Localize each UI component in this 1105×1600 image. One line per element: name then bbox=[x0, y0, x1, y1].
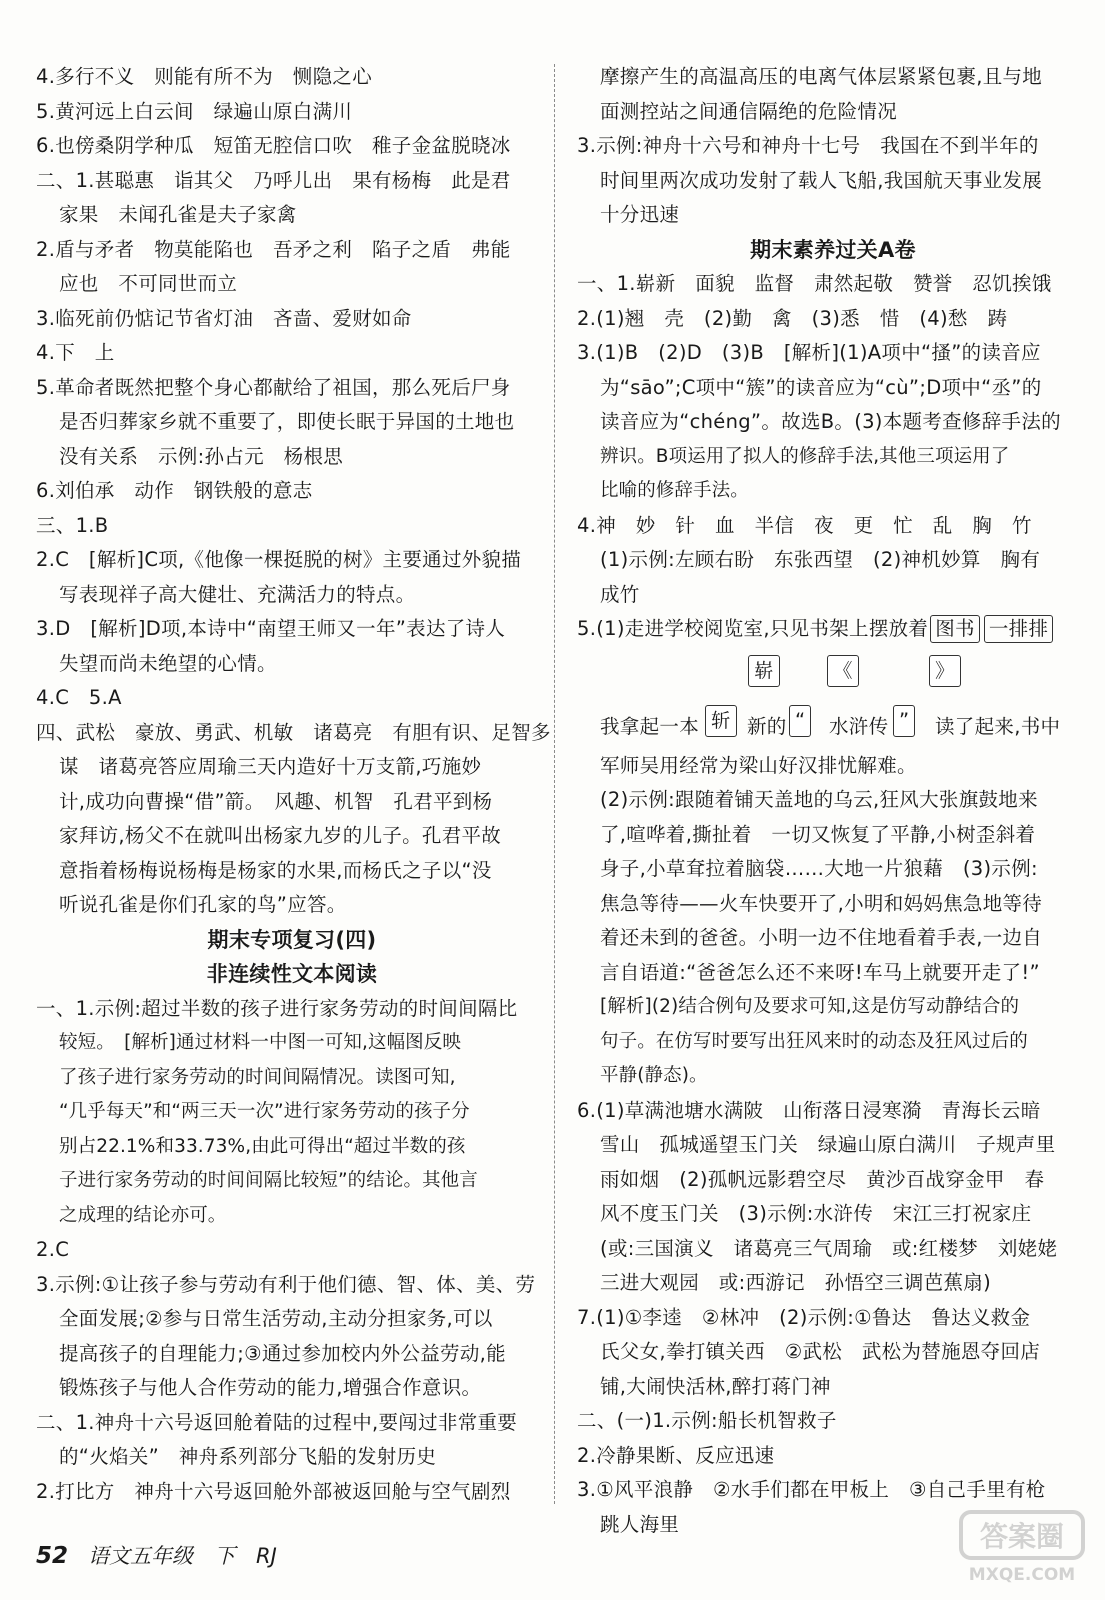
text-line: 是否归葬家乡就不重要了，即使长眠于异国的土地也 bbox=[59, 410, 515, 433]
text-line: 2.打比方 神舟十六号返回舱外部被返回舱与空气剧烈 bbox=[36, 1479, 511, 1503]
correction-box: ” bbox=[893, 705, 915, 737]
text-line: 2.盾与矛者 物莫能陷也 吾矛之利 陷子之盾 弗能 bbox=[36, 237, 511, 261]
text-line: 7.(1)①李逵 ②林冲 (2)示例:①鲁达 鲁达义救金 bbox=[577, 1305, 1031, 1329]
text-span: 水浒传 bbox=[829, 715, 889, 738]
text-line: 没有关系 示例:孙占元 杨根思 bbox=[59, 444, 344, 468]
correction-box: 崭 bbox=[748, 655, 780, 687]
text-span: 新的 bbox=[747, 715, 787, 738]
text-line: 平静(静态)。 bbox=[600, 1065, 708, 1086]
watermark-url: MXQE.COM bbox=[968, 1565, 1076, 1585]
text-line: 家果 未闻孔雀是夫子家禽 bbox=[59, 203, 297, 226]
text-line: “几乎每天”和“两三天一次”进行家务劳动的孩子分 bbox=[59, 1101, 470, 1122]
text-line: 二、1.神舟十六号返回舱着陆的过程中,要闯过非常重要 bbox=[36, 1410, 518, 1434]
text-line: 读音应为“chéng”。故选B。(3)本题考查修辞手法的 bbox=[600, 410, 1061, 433]
text-line: 谋 诸葛亮答应周瑜三天内造好十万支箭,巧施妙 bbox=[59, 755, 482, 778]
column-divider bbox=[554, 64, 555, 1504]
text-line: 之成理的结论亦可。 bbox=[59, 1204, 227, 1226]
text-line: 3.D [解析]D项,本诗中“南望王师又一年”表达了诗人 bbox=[36, 617, 506, 640]
text-line: 雨如烟 (2)孤帆远影碧空尽 黄沙百战穿金甲 春 bbox=[600, 1167, 1045, 1191]
answer-box: 一排排 bbox=[984, 615, 1053, 643]
text-line: 2.C [解析]C项,《他像一棵挺脱的树》主要通过外貌描 bbox=[36, 548, 522, 571]
correction-box: “ bbox=[789, 705, 811, 737]
text-line bbox=[577, 612, 1089, 647]
text-line: 风不度玉门关 (3)示例:水浒传 宋江三打祝家庄 bbox=[600, 1202, 1032, 1225]
text-line: 6.(1)草满池塘水满陂 山衔落日浸寒漪 青海长云暗 bbox=[577, 1098, 1041, 1122]
text-line: 着还未到的爸爸。小明一边不住地看着手表,一边自 bbox=[600, 926, 1043, 949]
correction-box: 《 bbox=[827, 655, 859, 687]
text-line: 二、(一)1.示例:船长机智救子 bbox=[577, 1409, 837, 1432]
text-span: 5.(1)走进学校阅览室,只见书架上摆放着 bbox=[577, 617, 929, 640]
text-line: 家拜访,杨父不在就叫出杨家九岁的儿子。孔君平故 bbox=[59, 824, 502, 847]
text-line: 句子。在仿写时要写出狂风来时的动态及狂风过后的 bbox=[600, 1030, 1028, 1052]
text-line: 3.(1)B (2)D (3)B [解析](1)A项中“搔”的读音应 bbox=[577, 341, 1041, 364]
text-line: 辨识。B项运用了拟人的修辞手法,其他三项运用了 bbox=[600, 445, 1010, 467]
text-line: 子进行家务劳动的时间间隔比较短”的结论。其他言 bbox=[59, 1170, 478, 1191]
text-line: 三、1.B bbox=[36, 513, 109, 537]
text-line: 了,喧哗着,撕扯着 一切又恢复了平静,小树歪斜着 bbox=[600, 822, 1036, 846]
text-line: 3.示例:①让孩子参与劳动有利于他们德、智、体、美、劳 bbox=[36, 1272, 536, 1296]
text-line: 成竹 bbox=[600, 582, 640, 606]
text-line: 别占22.1%和33.73%,由此可得出“超过半数的孩 bbox=[59, 1135, 466, 1157]
text-line: 铺,大闹快活林,醉打蒋门神 bbox=[600, 1374, 831, 1398]
text-line: 全面发展;②参与日常生活劳动,主动分担家务,可以 bbox=[59, 1307, 493, 1330]
text-line: 十分迅速 bbox=[600, 203, 680, 226]
text-line: 6.也傍桑阴学种瓜 短笛无腔信口吹 稚子金盆脱晓冰 bbox=[36, 134, 511, 157]
text-line: 氏父女,拳打镇关西 ②武松 武松为替施恩夺回店 bbox=[600, 1340, 1041, 1363]
text-line: 意指着杨梅说杨梅是杨家的水果,而杨氏之子以“没 bbox=[59, 858, 492, 882]
text-line: 提高孩子的自理能力;③通过参加校内外公益劳动,能 bbox=[59, 1341, 506, 1365]
text-line: 军师吴用经常为梁山好汉排忧解难。 bbox=[600, 753, 917, 777]
text-line: 时间里两次成功发射了载人飞船,我国航天事业发展 bbox=[600, 168, 1043, 192]
right-column bbox=[577, 60, 1089, 1542]
footer-label: 语文五年级 下 RJ bbox=[88, 1544, 277, 1568]
text-line: 3.示例:神舟十六号和神舟十七号 我国在不到半年的 bbox=[577, 134, 1039, 157]
text-line: 锻炼孩子与他人合作劳动的能力,增强合作意识。 bbox=[59, 1376, 482, 1399]
answer-box: 图书 bbox=[930, 615, 980, 643]
watermark-text: 答案圈 bbox=[979, 1520, 1065, 1553]
correction-box: 斩 bbox=[705, 705, 737, 737]
text-line: 写表现祥子高大健壮、充满活力的特点。 bbox=[59, 582, 416, 606]
text-line: 为“sāo”;C项中“簇”的读音应为“cù”;D项中“丞”的 bbox=[600, 375, 1042, 399]
text-line: 应也 不可同世而立 bbox=[59, 272, 238, 295]
text-line: 比喻的修辞手法。 bbox=[600, 480, 749, 501]
text-line: 4.下 上 bbox=[36, 341, 115, 364]
text-line: 2.(1)翘 壳 (2)勤 禽 (3)悉 惜 (4)愁 踌 bbox=[577, 306, 1008, 330]
text-line: 跳人海里 bbox=[600, 1512, 680, 1536]
text-line: 4.神 妙 针 血 半信 夜 更 忙 乱 胸 竹 bbox=[577, 513, 1032, 537]
section-heading: 期末素养过关A卷 bbox=[750, 237, 916, 262]
text-span: 我拿起一本 bbox=[600, 715, 700, 738]
text-line: 面测控站之间通信隔绝的危险情况 bbox=[600, 99, 898, 123]
text-line: 四、武松 豪放、勇武、机敏 诸葛亮 有胆有识、足智多 bbox=[36, 720, 551, 744]
text-line: 2.冷静果断、反应迅速 bbox=[577, 1443, 775, 1467]
text-line: 计,成功向曹操“借”箭。 风趣、机智 孔君平到杨 bbox=[59, 789, 493, 813]
text-line: 三进大观园 或:西游记 孙悟空三调芭蕉扇) bbox=[600, 1271, 991, 1294]
text-line: 摩擦产生的高温高压的电离气体层紧紧包裹,且与地 bbox=[600, 65, 1043, 88]
text-line: 4.多行不义 则能有所不为 恻隐之心 bbox=[36, 65, 373, 88]
page-footer bbox=[36, 1540, 277, 1570]
text-line: 二、1.甚聪惠 诣其父 乃呼儿出 果有杨梅 此是君 bbox=[36, 168, 511, 192]
text-line: 言自语道:“爸爸怎么还不来呀!车马上就要开走了!” bbox=[600, 960, 1040, 984]
watermark-logo bbox=[957, 1508, 1087, 1588]
text-span: 读了起来,书中 bbox=[935, 715, 1061, 738]
page-number: 52 bbox=[36, 1543, 69, 1569]
left-column bbox=[36, 60, 551, 1509]
text-line: 的“火焰关” 神舟系列部分飞船的发射历史 bbox=[59, 1445, 437, 1468]
text-line: 了孩子进行家务劳动的时间间隔情况。读图可知, bbox=[59, 1066, 456, 1088]
text-line: 失望而尚未绝望的心情。 bbox=[59, 651, 277, 675]
text-line: [解析](2)结合例句及要求可知,这是仿写动静结合的 bbox=[600, 996, 1020, 1017]
text-line: 雪山 孤城遥望玉门关 绿遍山原白满川 子规声里 bbox=[600, 1133, 1056, 1156]
text-line: 一、1.示例:超过半数的孩子进行家务劳动的时间间隔比 bbox=[36, 996, 518, 1020]
text-line: 2.C bbox=[36, 1238, 70, 1261]
text-line: (2)示例:跟随着铺天盖地的乌云,狂风大张旗鼓地来 bbox=[600, 788, 1038, 811]
text-line: 3.①风平浪静 ②水手们都在甲板上 ③自己手里有枪 bbox=[577, 1478, 1046, 1501]
text-line: (1)示例:左顾右盼 东张西望 (2)神机妙算 胸有 bbox=[600, 548, 1041, 571]
section-heading: 期末专项复习(四) bbox=[207, 927, 377, 952]
text-line: 焦急等待——火车快要开了,小明和妈妈焦急地等待 bbox=[600, 891, 1043, 915]
correction-line bbox=[577, 647, 1089, 749]
text-line: 一、1.崭新 面貌 监督 肃然起敬 赞誉 忍饥挨饿 bbox=[577, 272, 1052, 295]
text-line: 身子,小草耷拉着脑袋……大地一片狼藉 (3)示例: bbox=[600, 857, 1038, 880]
correction-box: 》 bbox=[929, 655, 961, 687]
text-line: 5.黄河远上白云间 绿遍山原白满川 bbox=[36, 99, 353, 123]
text-line: 较短。 [解析]通过材料一中图一可知,这幅图反映 bbox=[59, 1032, 461, 1053]
text-line: 5.革命者既然把整个身心都献给了祖国，那么死后尸身 bbox=[36, 375, 511, 399]
text-line: 听说孔雀是你们孔家的鸟”应答。 bbox=[59, 893, 347, 916]
section-subheading: 非连续性文本阅读 bbox=[206, 962, 378, 986]
text-line: (或:三国演义 诸葛亮三气周瑜 或:红楼梦 刘姥姥 bbox=[600, 1236, 1058, 1260]
text-line: 4.C 5.A bbox=[36, 686, 122, 709]
text-line: 6.刘伯承 动作 钢铁般的意志 bbox=[36, 479, 313, 502]
text-line: 3.临死前仍惦记节省灯油 吝啬、爱财如命 bbox=[36, 306, 412, 330]
